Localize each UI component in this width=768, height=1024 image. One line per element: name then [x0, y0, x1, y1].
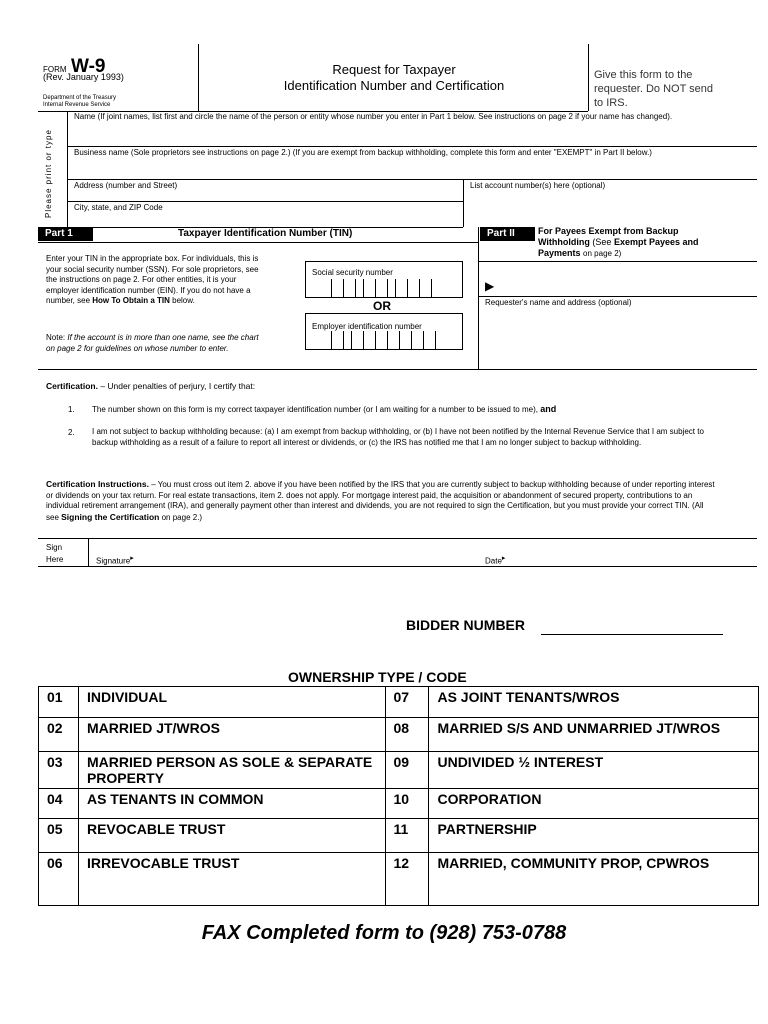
address-field[interactable] [68, 192, 462, 200]
ownership-code: 03 [39, 752, 79, 789]
cert-item1-text: The number shown on this form is my correct taxpayer identification number (or I am waiting for a number to be issued to me), [92, 405, 538, 414]
business-name-label: Business name (Sole proprietors see instructions on page 2.) (If you are exempt from backup withholding, complete this form and enter "EXEMPT" in Part II below.) [74, 148, 652, 157]
form-header [40, 44, 768, 112]
signature-label [96, 554, 134, 566]
ownership-type: MARRIED PERSON AS SOLE & SEPARATE PROPERTY [78, 752, 385, 789]
bidder-number-field[interactable] [541, 618, 723, 635]
ownership-code: 02 [39, 718, 79, 752]
part1-instructions-end: below. [172, 296, 195, 305]
business-name-field[interactable] [68, 160, 757, 178]
cert-item1 [92, 404, 752, 416]
date-label [485, 554, 505, 566]
part2-title [538, 226, 728, 259]
give-form-notice: Give this form to the requester. Do NOT send to IRS. [594, 69, 714, 109]
fax-instruction: FAX Completed form to (928) 753-0788 [201, 922, 567, 944]
ownership-table [38, 686, 759, 906]
date-field[interactable] [520, 541, 756, 564]
form-title [200, 62, 588, 94]
ownership-type: CORPORATION [429, 789, 759, 819]
ownership-code: 06 [39, 853, 79, 906]
form-number: W-9 [71, 56, 106, 77]
part2-title-ref: Exempt Payees and Payments [538, 237, 699, 258]
part1-title: Taxpayer Identification Number (TIN) [178, 228, 353, 239]
table-row [39, 718, 759, 752]
ownership-type: PARTNERSHIP [429, 819, 759, 853]
date-text: Date [485, 556, 502, 566]
signature-arrow-icon: ▸ [130, 555, 134, 562]
title-line-2: Identification Number and Certification [283, 78, 505, 93]
date-arrow-icon: ▸ [501, 555, 506, 562]
ssn-input[interactable] [320, 279, 444, 297]
part1-instructions [46, 254, 264, 307]
revision-date: (Rev. January 1993) [43, 72, 124, 82]
account-numbers-field[interactable] [465, 192, 757, 226]
part2-title-see: (See [592, 237, 612, 247]
cert-item2-num: 2. [68, 428, 75, 437]
ownership-type: UNDIVIDED ½ INTEREST [429, 752, 759, 789]
cert-item1-and: and [540, 404, 557, 414]
ownership-title: OWNERSHIP TYPE / CODE [288, 669, 467, 685]
table-row [39, 853, 759, 906]
signing-the-certification: Signing the Certification [61, 511, 160, 522]
part1-tag: Part 1 [38, 227, 93, 241]
note-text: If the account is in more than one name, see the chart on page 2 for guidelines on whose number to enter. [46, 333, 259, 353]
title-line-1: Request for Taxpayer [332, 62, 456, 77]
ownership-type: MARRIED S/S AND UNMARRIED JT/WROS [429, 718, 759, 752]
dept-irs: Internal Revenue Service [43, 102, 111, 108]
requester-label: Requester's name and address (optional) [485, 298, 632, 307]
form-word: FORM [43, 65, 67, 74]
sign-here-label: Sign Here [46, 543, 64, 564]
certification-intro [46, 381, 255, 391]
part1-note [46, 333, 264, 354]
ownership-type: MARRIED JT/WROS [78, 718, 385, 752]
requester-field[interactable] [480, 310, 756, 368]
account-numbers-label: List account number(s) here (optional) [470, 181, 606, 190]
cert-instructions-text: – You must cross out item 2. above if you have been notified by the IRS that you are currently subject to backup withholding because of under reporting interest or dividends on your tax return. For real estate transactions, item 2. does not apply. For mortgage interest paid, the acquisition or abandonment of secured property, contributions to an individual retirement arrangement (IRA), and generally payment other than interest and dividends, you are not required to sign the Certification, but you must provide your correct TIN. (All see [46, 480, 715, 522]
ownership-code: 12 [385, 853, 429, 906]
cert-instructions-end: on page 2.) [161, 512, 203, 522]
certification-heading: Certification. [46, 381, 98, 391]
table-row [39, 789, 759, 819]
certification-intro-text: – Under penalties of perjury, I certify that: [97, 381, 256, 391]
ownership-code: 08 [385, 718, 429, 752]
cert-instructions-heading: Certification Instructions. [46, 479, 149, 489]
ownership-type: REVOCABLE TRUST [78, 819, 385, 853]
name-field[interactable] [68, 130, 757, 145]
side-label: Please print or type [44, 129, 53, 218]
ownership-type: AS TENANTS IN COMMON [78, 789, 385, 819]
exempt-arrow-icon: ▶ [485, 279, 495, 293]
address-label: Address (number and Street) [74, 181, 178, 190]
table-row [39, 687, 759, 718]
ownership-type: MARRIED, COMMUNITY PROP, CPWROS [429, 853, 759, 906]
ownership-code: 09 [385, 752, 429, 789]
city-field[interactable] [68, 213, 462, 226]
ownership-type: INDIVIDUAL [78, 687, 385, 718]
signature-text: Signature [96, 556, 131, 566]
cert-instructions [46, 479, 718, 523]
exempt-field[interactable] [500, 276, 755, 294]
name-label: Name (If joint names, list first and circle the name of the person or entity whose number you enter in Part 1 below. See instructions on page 2 if your name has changed). [74, 112, 673, 121]
dept-treasury: Department of the Treasury [43, 95, 117, 101]
ownership-type: AS JOINT TENANTS/WROS [429, 687, 759, 718]
part2-title-page: on page 2) [583, 249, 622, 258]
ein-box [305, 313, 463, 350]
table-row [39, 819, 759, 853]
ssn-box [305, 261, 463, 298]
city-label: City, state, and ZIP Code [74, 203, 163, 212]
ownership-code: 11 [385, 819, 429, 853]
how-to-obtain-tin: How To Obtain a TIN [92, 296, 170, 305]
ownership-type: IRREVOCABLE TRUST [78, 853, 385, 906]
part2-title-main: For Payees Exempt from Backup Withholding [538, 226, 679, 247]
cert-item1-num: 1. [68, 405, 75, 414]
ownership-code: 05 [39, 819, 79, 853]
ein-label: Employer identification number [312, 322, 422, 331]
signature-field[interactable] [150, 541, 470, 564]
ownership-code: 07 [385, 687, 429, 718]
table-row [39, 752, 759, 789]
cert-item2-text: I am not subject to backup withholding because: (a) I am exempt from backup withholding, or (b) I have not been notified by the Internal Revenue Service that I am subject to backup withholding as a result of a failure to report all interest or dividends, or (c) the IRS has notified me that I am no longer subject to backup withholding. [92, 427, 704, 447]
ssn-label: Social security number [312, 268, 393, 277]
part1-instructions-text: Enter your TIN in the appropriate box. For individuals, this is your social security number (SSN). For sole proprietors, see the instructions on page 2. For other entities, it is your employer identification number (EIN). If you do not have a number, see [46, 254, 259, 305]
bidder-number-label: BIDDER NUMBER [406, 617, 525, 633]
part2-tag: Part II [480, 227, 535, 241]
ownership-code: 01 [39, 687, 79, 718]
or-label: OR [373, 299, 391, 313]
ownership-code: 10 [385, 789, 429, 819]
ownership-code: 04 [39, 789, 79, 819]
ein-input[interactable] [320, 331, 448, 349]
note-prefix: Note: [46, 333, 66, 342]
